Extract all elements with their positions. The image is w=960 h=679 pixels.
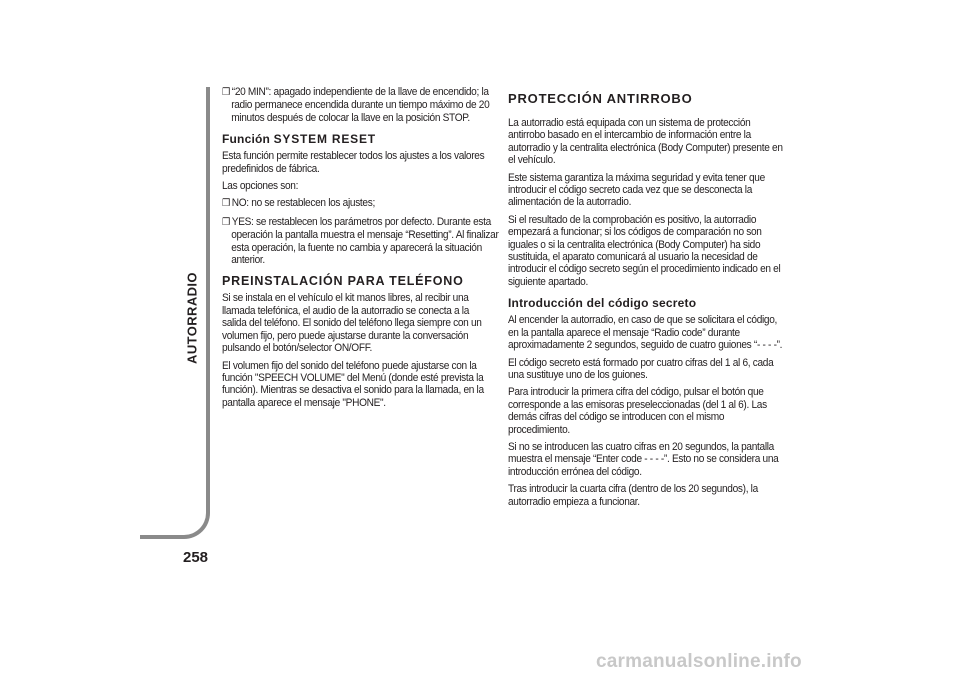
page-number: 258 (183, 549, 209, 566)
paragraph-options: Las opciones son: (222, 180, 299, 193)
bullet-yes: ❒ YES: se restablecen los parámetros por defecto. Durante esta operación la pantalla muestra el mensaje “Resetting”. Al finalizar esta operación, la fuente no cambia y aparecerá la situación anterior. (222, 215, 499, 267)
bullet-box-icon: ❒ (222, 216, 230, 228)
paragraph-code-2: El código secreto está formado por cuatro cifras del 1 al 6, cada una sustituye uno de los guiones. (508, 356, 774, 381)
paragraph-antitheft-3: Si el resultado de la comprobación es positivo, la autorradio empezará a funcionar; si los códigos de comparación no son iguales o si la centralita electrónica (Body Computer) ha sido sustituida, el aparato comunicará al usuario la necesidad de introducir el código secreto según el procedimiento indicado en el siguiente apartado. (508, 213, 781, 288)
paragraph-code-3: Para introducir la primera cifra del código, pulsar el botón que corresponde a las emisoras preseleccionadas (del 1 al 6). Las demás cifras del código se introducen con el mismo procedimiento. (508, 386, 767, 436)
paragraph-antitheft-1: La autorradio está equipada con un sistema de protección antirrobo basado en el intercambio de información entre la autorradio y la centralita electrónica (Body Computer) presente en el vehículo. (508, 117, 783, 167)
heading-preinstall-phone: PREINSTALACIÓN PARA TELÉFONO (222, 274, 464, 289)
paragraph-code-4: Si no se introducen las cuatro cifras en 20 segundos, la pantalla muestra el mensaje “Enter code - - - -”. Esto no se considera una introducción errónea del código. (508, 440, 779, 478)
watermark: carmanualsonline.info (596, 651, 802, 672)
bullet-no: ❒ NO: no se restablecen los ajustes; (222, 197, 375, 210)
bullet-20min: ❒ “20 MIN”: apagado independiente de la llave de encendido; la radio permanece encendida durante un tiempo máximo de 20 minutos después de colocar la llave en la posición STOP. (222, 86, 490, 124)
left-column (222, 86, 499, 414)
heading-antitheft: PROTECCIÓN ANTIRROBO (508, 91, 693, 106)
paragraph-code-1: Al encender la autorradio, en caso de que se solicitara el código, en la pantalla aparece el mensaje “Radio code” durante aproximadamente 2 segundos, seguido de cuatro guiones “- - - -”. (508, 314, 783, 352)
side-tab-bracket (140, 87, 210, 539)
paragraph-antitheft-2: Este sistema garantiza la máxima seguridad y evita tener que introducir el código secreto cada vez que se desconecta la alimentación de la autorradio. (508, 171, 765, 209)
paragraph-preinstall-1: Si se instala en el vehículo el kit manos libres, al recibir una llamada telefónica, el audio de la autorradio se conecta a la salida del teléfono. El sonido del teléfono llega siempre con un volumen fijo, pero puede ajustarse durante la conversación pulsando el botón/selector ON/OFF. (222, 292, 482, 355)
bullet-box-icon: ❒ (222, 87, 230, 98)
paragraph-reset-description: Esta función permite restablecer todos los ajustes a los valores predefinidos de fábrica. (222, 150, 485, 175)
heading-code-entry: Introducción del código secreto (508, 296, 697, 311)
section-side-label: AUTORRADIO (184, 272, 200, 364)
heading-system-reset: Función SYSTEM RESET (222, 132, 376, 147)
bullet-box-icon: ❒ (222, 198, 230, 210)
paragraph-code-5: Tras introducir la cuarta cifra (dentro de los 20 segundos), la autorradio empieza a funcionar. (508, 483, 758, 508)
right-column (508, 117, 786, 513)
paragraph-preinstall-2: El volumen fijo del sonido del teléfono puede ajustarse con la función "SPEECH VOLUME" del Menú (donde esté prevista la función). Mientras se desactiva el sonido para la llamada, en la pantalla aparece el mensaje "PHONE". (222, 359, 484, 409)
